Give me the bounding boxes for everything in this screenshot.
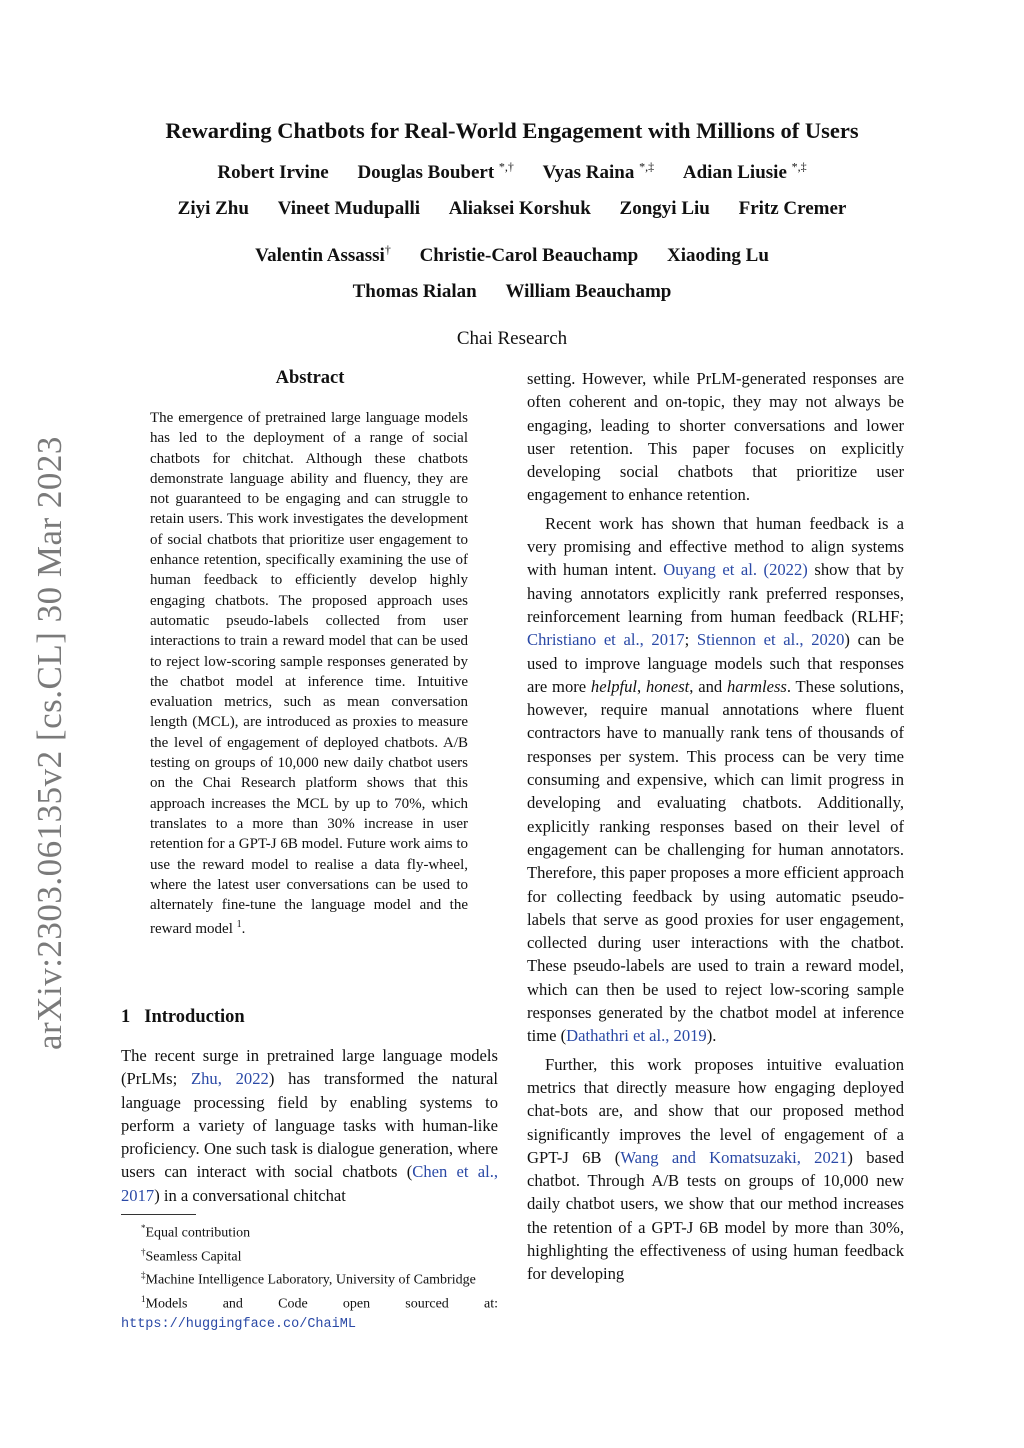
footnote-mark: 1 — [236, 919, 242, 931]
section-heading-introduction: 1 Introduction — [121, 1007, 245, 1027]
author: Adian Liusie *,‡ — [682, 160, 807, 184]
affiliation: Chai Research — [456, 328, 568, 349]
citation-link[interactable]: Wang and Komatsuzaki, 2021 — [620, 1147, 848, 1167]
abstract-text: The emergence of pretrained large language models has led to the deployment of a range of social chatbots for chitchat. Although these chatbots demonstrate language ability and fluency, they are not guaranteed to be engaging and can struggle to retain users. This work investigates the development of social chatbots that prioritize user engagement to enhance retention, specifically examining the use of human feedback to efficiently develop highly engaging chatbots. The proposed approach uses automatic pseudo-labels collected from user interactions to train a reward model that can be used to reject low-scoring sample responses generated by the chatbot model at inference time. Intuitive evaluation metrics, such as mean conversation length (MCL), are introduced as proxies to measure the level of engagement of deployed chatbots. A/B testing on groups of 10,000 new daily chatbot users on the Chai Research platform shows that this approach increases the MCL by up to 70%, which translates to a more than 30% increase in user retention for a GPT-J 6B model. Future work aims to use the reward model to realise a data fly-wheel, where the latest user conversations can be used to alternately fine-tune the language model and the reward model $^1$. — [150, 410, 468, 938]
paper-title: Rewarding Chatbots for Real-World Engagement with Millions of Users — [165, 118, 859, 143]
citation-link[interactable]: Christiano et al., 2017 — [527, 630, 685, 650]
author: Thomas Rialan — [352, 281, 477, 302]
author: Robert Irvine — [217, 162, 329, 184]
author: Ziyi Zhu — [177, 198, 249, 219]
author-row-3 — [100, 237, 924, 269]
author-row-2 — [100, 196, 924, 222]
footnotes — [121, 1219, 498, 1334]
citation-link[interactable]: Chen et al., 2017 — [121, 1162, 498, 1205]
author-row-4 — [100, 279, 924, 305]
footnote: $^1$Models and Code open sourced at: https://huggingface.co/ChaiML — [121, 1293, 498, 1332]
author: Aliaksei Korshuk — [448, 198, 591, 219]
arxiv-identifier: arXiv:2303.06135v2 [cs.CL] 30 Mar 2023 — [30, 436, 69, 1050]
citation-link[interactable]: Ouyang et al. (2022) — [663, 560, 808, 580]
footnote: ‡Machine Intelligence Laboratory, University of Cambridge — [141, 1270, 476, 1288]
author: Vineet Mudupalli — [277, 198, 421, 219]
author: Douglas Boubert *,† — [357, 160, 514, 184]
footnote-rule — [121, 1214, 196, 1215]
intro-paragraph: The recent surge in pretrained large language models (PrLMs; Zhu, 2022) has transformed the natural language processing field by enabling systems to perform a variety of language tasks with human-like proficiency. One such task is dialogue generation, where users can interact with social chatbots (Chen et al., 2017) in a conversational chitchat — [121, 1046, 499, 1205]
paragraph: Recent work has shown that human feedback is a very promising and effective method to align systems with human intent. Ouyang et al. (2022) show that by having annotators explicitly rank preferred responses, reinforcement learning from human feedback (RLHF; Christiano et al., 2017; Stiennon et al., 2020) can be used to improve language models such that responses are more helpful, honest, and harmless. These solutions, however, require manual annotations where fluent contractors have to manually rank tens of thousands of responses per system. This process can be very time consuming and expensive, which can limit progress in developing and evaluating chatbots. Additionally, explicitly ranking responses based on their level of engagement can be challenging for human annotators. Therefore, this paper proposes a more efficient approach for collecting feedback by using automatic pseudo-labels that serve as good proxies for user engagement, collected during user interactions with the chatbot. These pseudo-labels are used to train a reward model, which can then be used to reject low-scoring sample responses generated by the chatbot model at inference time (Dathathri et al., 2019). — [527, 513, 905, 1046]
code-url-link[interactable]: https://huggingface.co/ChaiML — [121, 1316, 356, 1332]
author: Vyas Raina *,‡ — [542, 160, 655, 184]
author: Zongyi Liu — [619, 198, 710, 219]
author: William Beauchamp — [505, 281, 672, 302]
right-column — [527, 367, 904, 1291]
author: Xiaoding Lu — [666, 245, 769, 267]
citation-link[interactable]: Stiennon et al., 2020 — [696, 630, 845, 650]
citation-link[interactable]: Zhu, 2022 — [191, 1069, 269, 1089]
footnote: †Seamless Capital — [141, 1246, 242, 1265]
abstract-heading: Abstract — [275, 368, 345, 388]
author: Fritz Cremer — [738, 198, 847, 219]
paragraph: Further, this work proposes intuitive evaluation metrics that directly measure how engaging deployed chat-bots are, and show that our proposed method significantly improves the level of engagement of a GPT-J 6B (Wang and Komatsuzaki, 2021) based chatbot. Through A/B tests on groups of 10,000 new daily chatbot users, we show that our method increases the retention of a GPT-J 6B model by more than 30%, highlighting the effectiveness of using human feedback for developing — [527, 1054, 904, 1284]
paragraph: setting. However, while PrLM-generated responses are often coherent and on-topic, they may not always be engaging, leading to shorter conversations and lower user retention. This paper focuses on explicitly developing social chatbots that prioritize user engagement to enhance retention. — [527, 369, 904, 505]
author: Valentin Assassi† — [255, 243, 391, 267]
author: Christie-Carol Beauchamp — [419, 245, 639, 267]
citation-link[interactable]: Dathathri et al., 2019 — [566, 1026, 707, 1046]
footnote: *Equal contribution — [141, 1223, 251, 1241]
author-row-1 — [100, 154, 924, 186]
